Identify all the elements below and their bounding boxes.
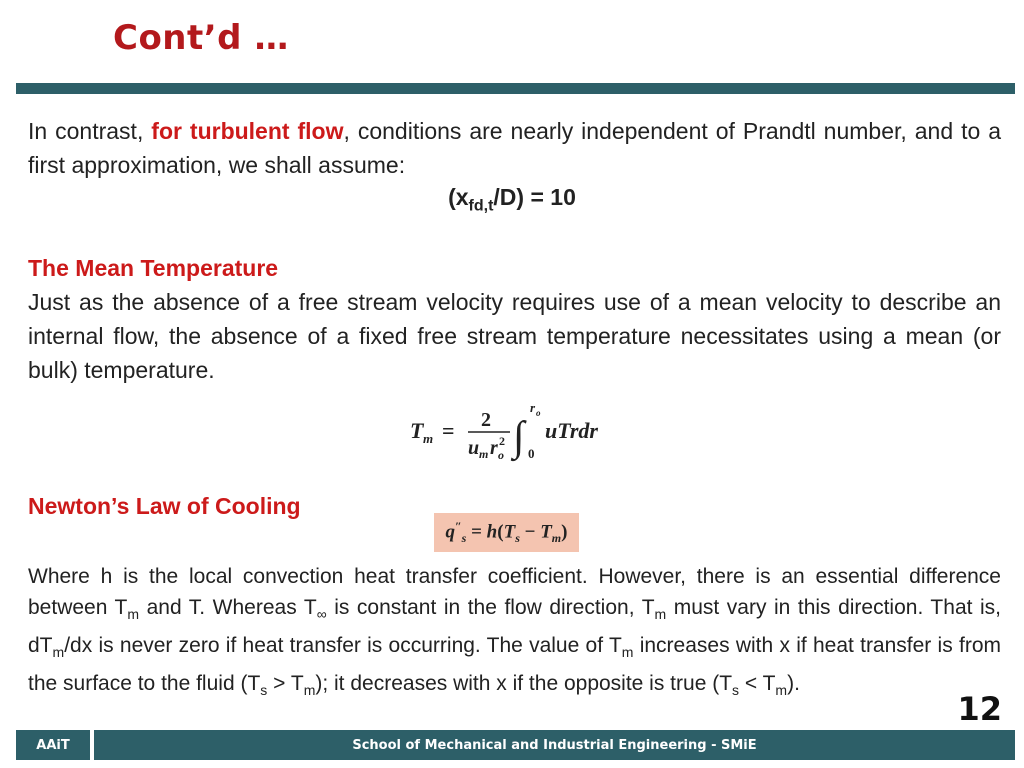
mean-temperature-paragraph: Just as the absence of a free stream velocity requires use of a mean velocity to describe an internal flow, the absence of a fixed free stream temperature necessitates using a mean (or bulk) temperature.: [28, 289, 1001, 383]
eq-mean-den-r: r: [490, 437, 498, 459]
eq-equals: =: [466, 521, 487, 543]
intro-text-before: In contrast,: [28, 118, 152, 144]
slide-title: Cont’d …: [113, 18, 289, 58]
entry-length-equation: [0, 184, 1024, 216]
eq-mean-upper-sub: o: [536, 408, 541, 418]
footer-school-label: School of Mechanical and Industrial Engineering - SMiE: [94, 730, 1015, 760]
intro-paragraph: [28, 114, 1001, 182]
convection-explanation-paragraph: Where h is the local convection heat transfer coefficient. However, there is an essential difference between $T_m$ and T. Whereas $T_\infty$ is constant in the flow direction, $T_m$ must vary in this direction. That is, $dT_m/dx$ is never zero if heat transfer is occurring. The value of $T_m$ increases with x if heat transfer is from the surface to the fluid $(T_s > T_m)$; it decreases with x if the opposite is true $(T_s < T_m)$.: [28, 565, 1001, 699]
eq-mean-equals: =: [442, 418, 455, 443]
eq-mean-den-u-sub: m: [479, 447, 489, 461]
integral-sign: ∫: [513, 414, 525, 460]
eq-T2: T: [540, 521, 552, 543]
eq-q: q: [445, 521, 456, 543]
eq-mean-lower: 0: [528, 446, 535, 461]
eq-mean-integrand: uTrdr: [545, 418, 598, 443]
eq-mean-upper: r: [530, 400, 536, 415]
newton-law-heading: Newton’s Law of Cooling: [28, 493, 301, 519]
eq-mean-den-r-sup: 2: [499, 434, 505, 448]
title-divider-bar: [16, 83, 1015, 94]
eq-mean-numerator: 2: [481, 409, 491, 431]
newton-cooling-equation: [434, 513, 579, 552]
footer-institution-label: AAiT: [16, 730, 90, 760]
eq-mean-den-u: u: [468, 437, 480, 459]
eq-fd-close: /D) = 10: [493, 184, 576, 210]
eq-mean-den-r-sub: o: [498, 448, 504, 462]
eq-open: (: [497, 521, 504, 543]
intro-highlight: for turbulent flow: [151, 118, 344, 144]
mean-temperature-equation: [410, 400, 630, 464]
slide-number: 12: [957, 690, 1002, 728]
mean-temperature-heading: The Mean Temperature: [28, 255, 279, 281]
eq-mean-lhs-sub: m: [423, 431, 434, 446]
eq-T1-sub: s: [515, 531, 520, 546]
eq-q-sub: s: [461, 531, 467, 546]
eq-h: h: [486, 521, 498, 543]
eq-T2-sub: m: [551, 531, 562, 546]
eq-q-prime: ″: [455, 518, 462, 533]
eq-minus: −: [519, 521, 541, 543]
eq-fd-subscript: fd,t: [468, 197, 494, 215]
eq-fd-open: (x: [448, 184, 469, 210]
eq-T1: T: [503, 521, 516, 543]
eq-mean-lhs: T: [410, 418, 424, 443]
eq-close: ): [561, 521, 568, 543]
intro-text-after: , conditions are nearly independent of Prandtl number, and to a first approximation, we shall assume:: [28, 118, 1001, 178]
